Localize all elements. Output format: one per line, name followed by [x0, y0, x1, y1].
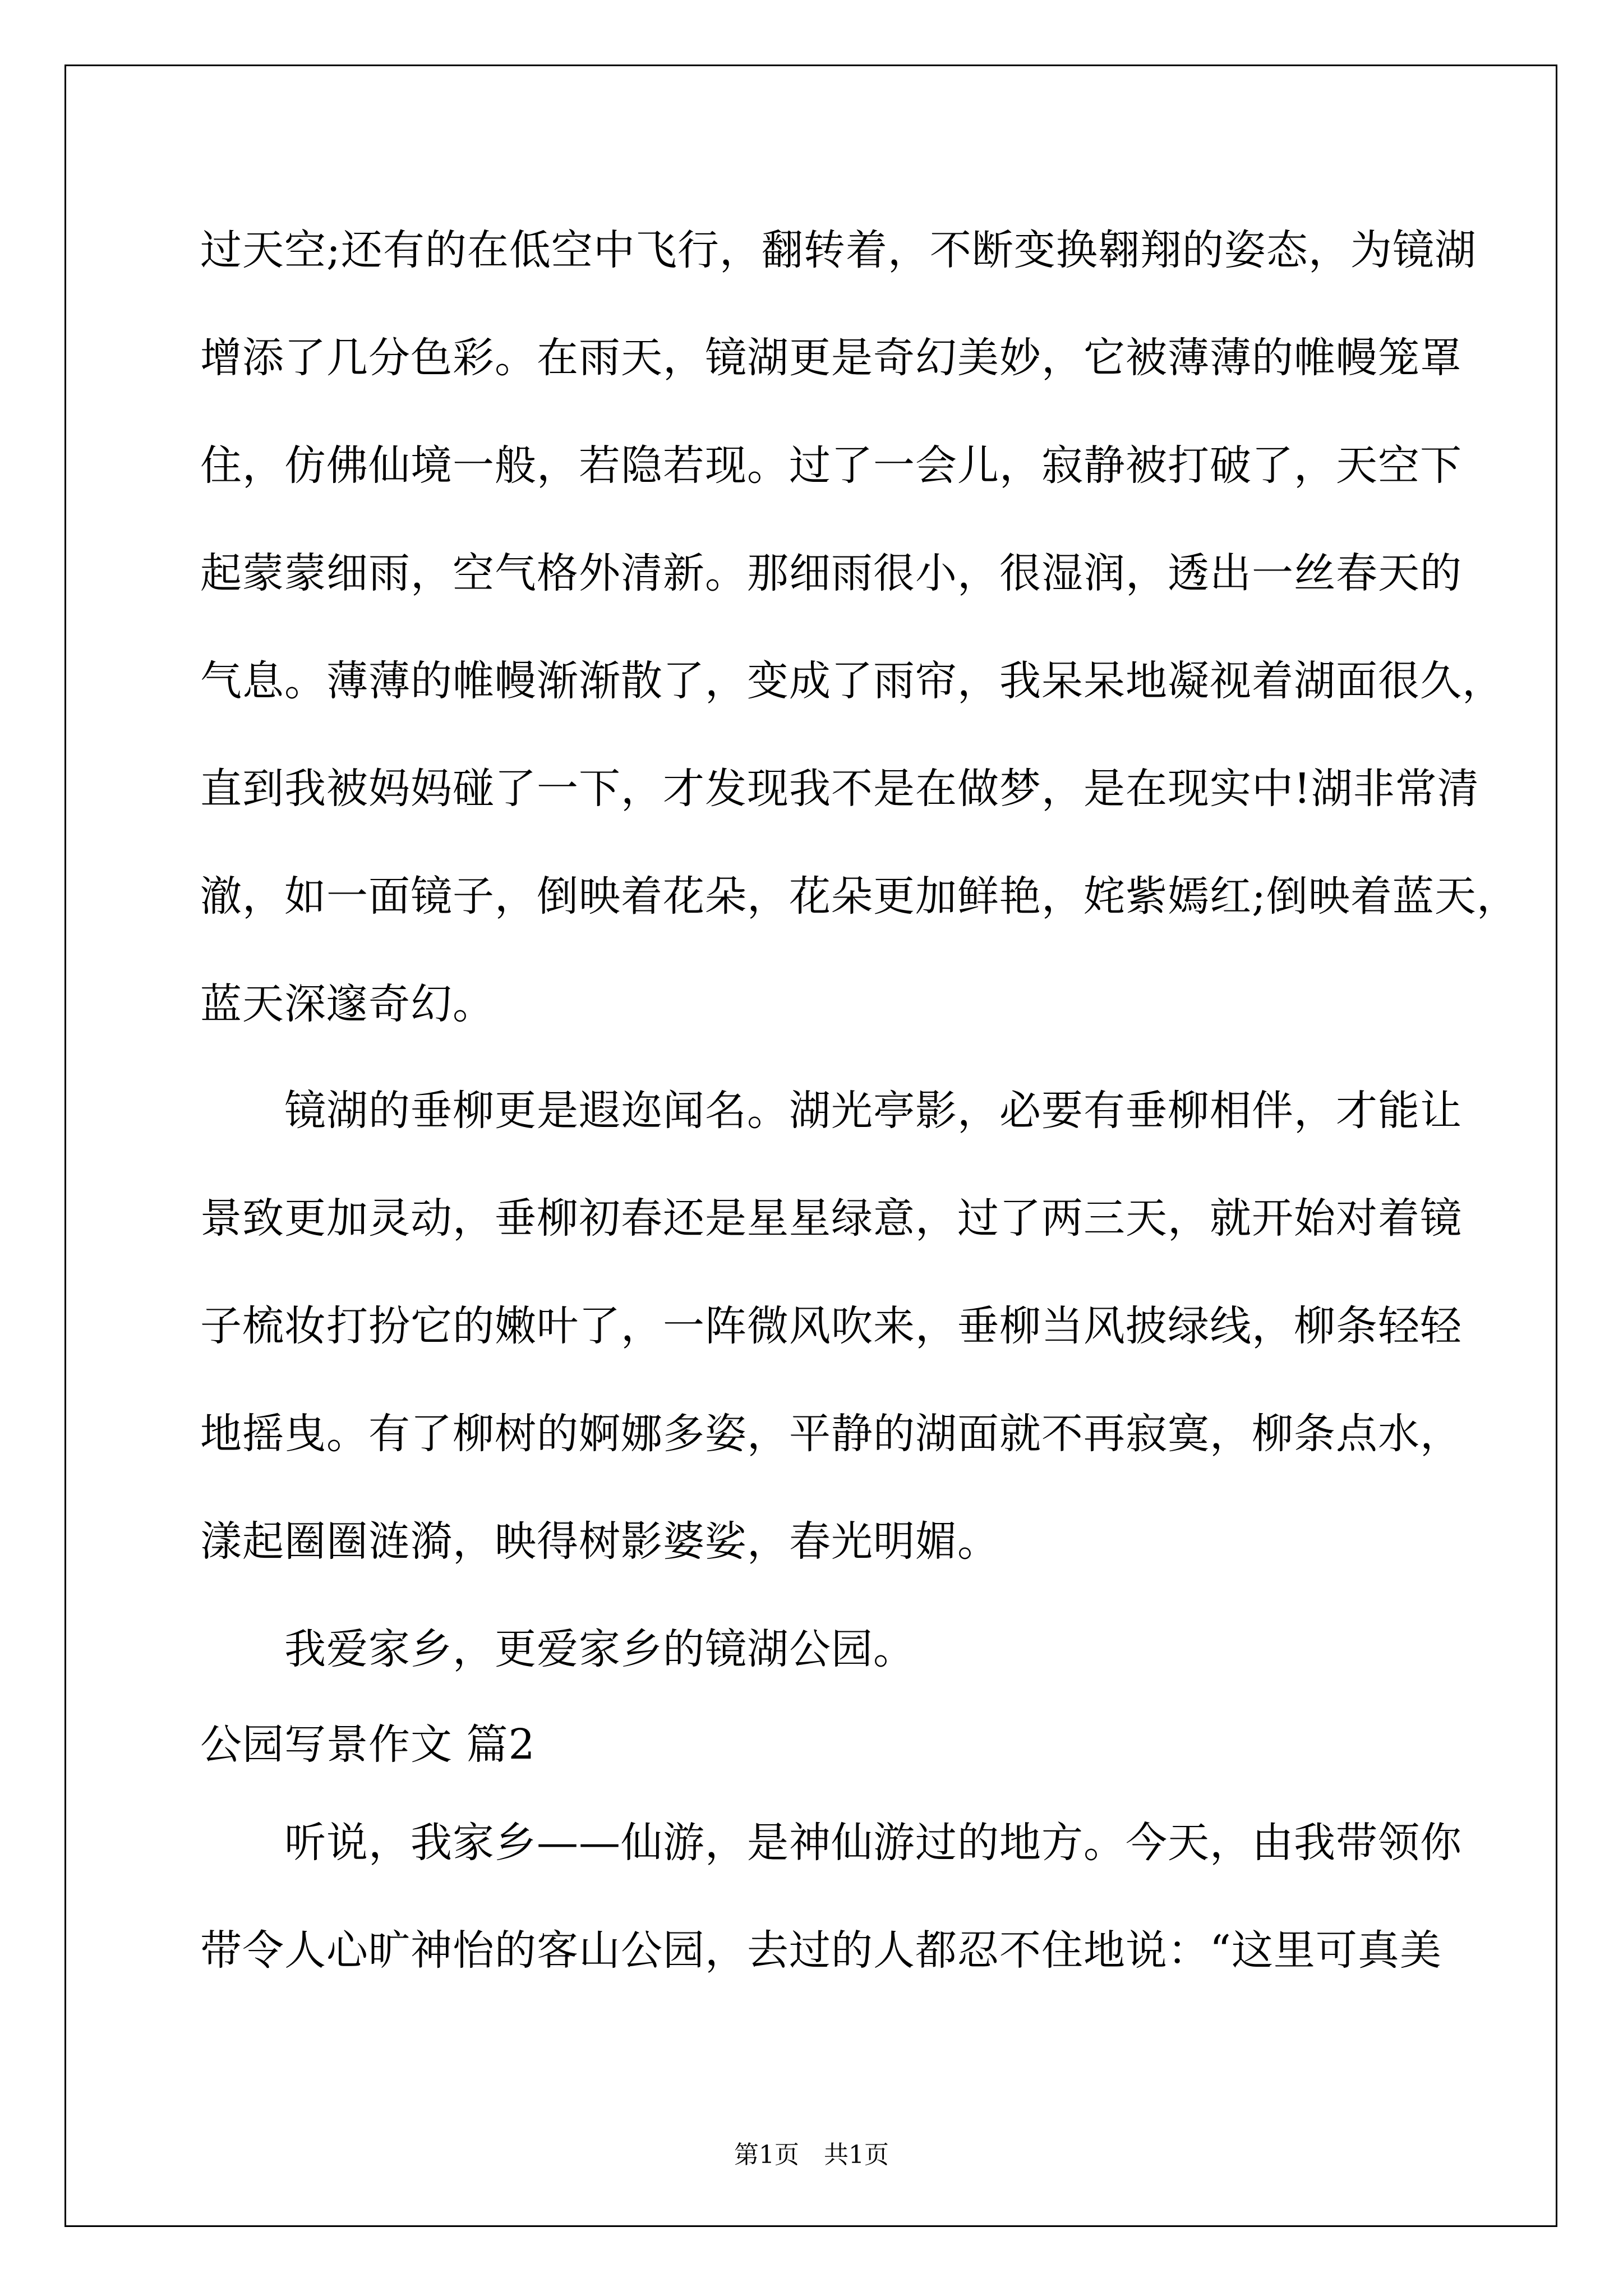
paragraph-line: 增添了几分色彩。在雨天，镜湖更是奇幻美妙，它被薄薄的帷幔笼罩 — [200, 334, 1462, 382]
paragraph-line: 带令人心旷神怡的客山公园，去过的人都忍不住地说：“这里可真美 — [200, 1926, 1442, 1975]
paragraph-line: 子梳妆打扮它的嫩叶了，一阵微风吹来，垂柳当风披绿线，柳条轻轻 — [200, 1302, 1462, 1350]
paragraph-line: 气息。薄薄的帷幔渐渐散了，变成了雨帘，我呆呆地凝视着湖面很久， — [200, 657, 1504, 705]
paragraph-line: 我爱家乡，更爱家乡的镜湖公园。 — [284, 1625, 915, 1673]
paragraph-line: 过天空;还有的在低空中飞行，翻转着，不断变换翱翔的姿态，为镜湖 — [200, 226, 1477, 274]
paragraph-line: 蓝天深邃奇幻。 — [200, 980, 495, 1028]
paragraph-line: 澈，如一面镜子，倒映着花朵，花朵更加鲜艳，姹紫嫣红;倒映着蓝天， — [200, 872, 1519, 921]
paragraph-line: 直到我被妈妈碰了一下，才发现我不是在做梦，是在现实中!湖非常清 — [200, 765, 1479, 813]
page-footer: 第1页 共1页 — [734, 2141, 889, 2169]
paragraph-line: 景致更加灵动，垂柳初春还是星星绿意，过了两三天，就开始对着镜 — [200, 1194, 1462, 1243]
page-border — [64, 65, 1557, 2227]
paragraph-line: 镜湖的垂柳更是遐迩闻名。湖光亭影，必要有垂柳相伴，才能让 — [284, 1087, 1462, 1135]
paragraph-line: 听说，我家乡——仙游，是神仙游过的地方。今天，由我带领你 — [284, 1819, 1462, 1867]
section-heading: 公园写景作文 篇2 — [200, 1720, 536, 1769]
paragraph-line: 地摇曳。有了柳树的婀娜多姿，平静的湖面就不再寂寞，柳条点水， — [200, 1410, 1462, 1458]
paragraph-line: 起蒙蒙细雨，空气格外清新。那细雨很小，很湿润，透出一丝春天的 — [200, 549, 1462, 597]
paragraph-line: 住，仿佛仙境一般，若隐若现。过了一会儿，寂静被打破了，天空下 — [200, 441, 1462, 490]
paragraph-line: 漾起圈圈涟漪，映得树影婆娑，春光明媚。 — [200, 1517, 999, 1566]
